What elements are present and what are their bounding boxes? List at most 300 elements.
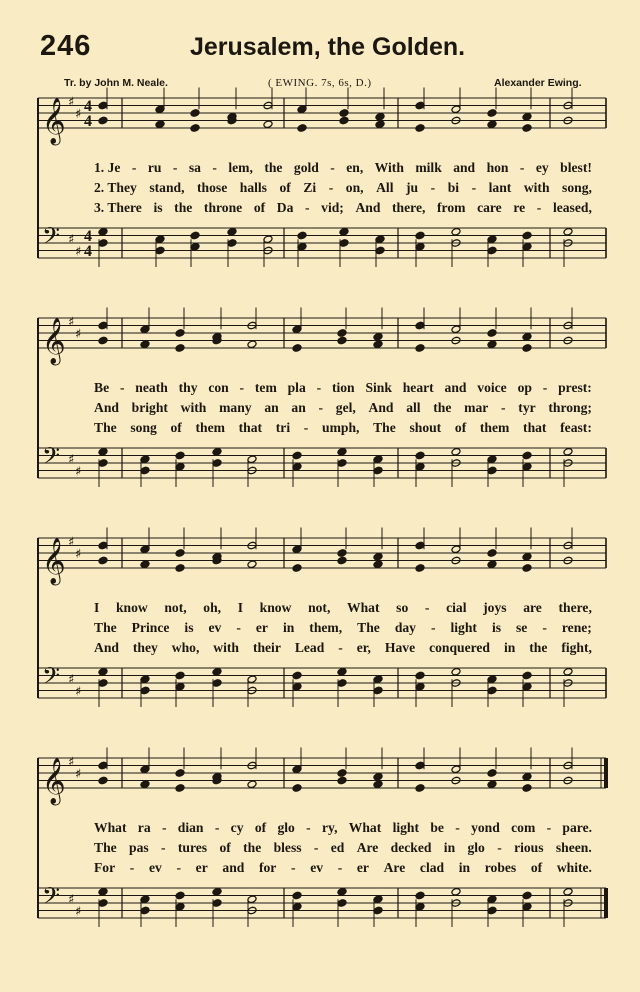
- note-head: [563, 667, 573, 676]
- note-head: [98, 667, 108, 676]
- note-head: [373, 686, 383, 695]
- note-head: [292, 671, 302, 680]
- note-head: [98, 336, 108, 345]
- lyric-syllable: For: [94, 860, 116, 875]
- note-head: [522, 332, 532, 341]
- lyric-syllable: -: [546, 820, 552, 835]
- note-head: [175, 682, 185, 691]
- lyric-syllable: The: [373, 420, 396, 435]
- note-head: [522, 462, 532, 471]
- note-head: [140, 455, 150, 464]
- lyric-syllable: -: [236, 620, 241, 635]
- note-head: [190, 109, 200, 118]
- note-head: [487, 466, 497, 475]
- lyric-syllable: pas: [129, 840, 149, 855]
- note-head: [292, 451, 302, 460]
- note-head: [373, 552, 383, 561]
- lyric-syllable: leased,: [552, 200, 592, 215]
- lyric-line: [94, 620, 592, 638]
- lyric-syllable: they: [132, 640, 158, 655]
- hymn-title: Jerusalem, the Golden.: [190, 33, 466, 61]
- note-head: [487, 906, 497, 915]
- note-head: [415, 344, 425, 353]
- lyric-syllable: The: [94, 620, 117, 635]
- note-head: [373, 455, 383, 464]
- note-head: [98, 679, 108, 688]
- lyric-syllable: And: [94, 640, 119, 655]
- lyric-syllable: and: [222, 860, 245, 875]
- note-head: [522, 112, 532, 121]
- lyric-syllable: -: [337, 860, 343, 875]
- note-head: [451, 447, 461, 456]
- lyric-syllable: is: [153, 200, 163, 215]
- note-head: [451, 227, 461, 236]
- key-sharp-icon: ♯: [75, 547, 82, 562]
- lyric-line: [94, 160, 592, 178]
- note-head: [227, 239, 237, 248]
- key-sharp-icon: ♯: [75, 327, 82, 342]
- lyric-syllable: glo: [467, 840, 485, 855]
- note-head: [292, 902, 302, 911]
- note-head: [522, 682, 532, 691]
- lyric-syllable: sa: [188, 160, 201, 175]
- lyric-syllable: know: [115, 600, 148, 615]
- lyric-syllable: pla: [287, 380, 306, 395]
- key-sharp-icon: ♯: [75, 107, 82, 122]
- note-head: [212, 459, 222, 468]
- note-head: [155, 235, 165, 244]
- lyric-syllable: Sink: [365, 380, 392, 395]
- lyric-syllable: tures: [177, 840, 208, 855]
- lyric-syllable: there,: [558, 600, 592, 615]
- lyric-syllable: -: [291, 860, 296, 875]
- note-head: [487, 675, 497, 684]
- note-head: [175, 564, 185, 573]
- bass-clef-icon: 𝄢: [42, 882, 61, 915]
- lyric-syllable: of: [530, 860, 543, 875]
- lyric-syllable: -: [161, 820, 167, 835]
- note-head: [175, 549, 185, 558]
- lyric-syllable: tri: [275, 420, 291, 435]
- lyric-syllable: re: [513, 200, 526, 215]
- lyric-syllable: ry,: [321, 820, 338, 835]
- lyric-syllable: With: [374, 160, 404, 175]
- lyric-syllable: thy: [178, 380, 198, 395]
- note-head: [415, 564, 425, 573]
- note-head: [339, 116, 349, 125]
- note-head: [155, 246, 165, 255]
- note-head: [487, 329, 497, 338]
- lyric-syllable: in: [503, 640, 516, 655]
- note-head: [415, 671, 425, 680]
- lyric-syllable: an: [291, 400, 306, 415]
- note-head: [375, 246, 385, 255]
- note-head: [212, 667, 222, 676]
- note-head: [451, 887, 461, 896]
- lyric-syllable: -: [542, 620, 547, 635]
- lyric-syllable: decked: [390, 840, 432, 855]
- lyric-syllable: ed: [330, 840, 345, 855]
- lyric-syllable: ev: [208, 620, 222, 635]
- note-head: [373, 340, 383, 349]
- lyric-syllable: on,: [345, 180, 364, 195]
- note-head: [373, 332, 383, 341]
- lyric-syllable: their: [252, 640, 281, 655]
- note-head: [247, 895, 257, 904]
- note-head: [522, 902, 532, 911]
- note-head: [297, 242, 307, 251]
- note-head: [140, 686, 150, 695]
- note-head: [415, 451, 425, 460]
- note-head: [522, 124, 532, 133]
- lyric-syllable: -: [313, 840, 319, 855]
- treble-clef-icon: 𝄞: [42, 758, 66, 804]
- lyric-syllable: there,: [392, 200, 426, 215]
- lyric-line: [94, 380, 592, 398]
- note-head: [487, 109, 497, 118]
- lyric-syllable: neath: [135, 380, 168, 395]
- note-head: [247, 340, 257, 349]
- note-head: [263, 235, 273, 244]
- lyric-syllable: And: [368, 400, 394, 415]
- lyric-syllable: se: [516, 620, 528, 635]
- lyric-syllable: Be: [94, 380, 110, 395]
- lyric-syllable: -: [172, 160, 178, 175]
- note-head: [337, 336, 347, 345]
- note-head: [522, 784, 532, 793]
- note-head: [175, 784, 185, 793]
- lyric-syllable: cial: [446, 600, 467, 615]
- tune-name: ( EWING. 7s, 6s, D.): [268, 77, 372, 89]
- note-head: [487, 769, 497, 778]
- key-sharp-icon: ♯: [75, 464, 82, 480]
- note-head: [415, 784, 425, 793]
- note-head: [98, 239, 108, 248]
- note-head: [98, 899, 108, 908]
- lyric-syllable: them: [479, 420, 510, 435]
- lyric-syllable: dian: [177, 820, 204, 835]
- note-head: [487, 455, 497, 464]
- note-head: [373, 772, 383, 781]
- lyric-line: [94, 400, 592, 418]
- lyric-syllable: the: [264, 160, 283, 175]
- lyric-syllable: -: [497, 840, 502, 855]
- lyric-syllable: many: [219, 400, 252, 415]
- lyric-syllable: ey: [535, 160, 549, 175]
- note-head: [487, 340, 497, 349]
- note-head: [140, 466, 150, 475]
- key-sharp-icon: ♯: [75, 244, 82, 260]
- lyric-syllable: gold: [293, 160, 319, 175]
- lyric-syllable: 3. There: [94, 200, 142, 215]
- lyric-syllable: heart: [402, 380, 434, 395]
- lyric-line: [94, 820, 592, 838]
- lyric-syllable: for: [258, 860, 277, 875]
- note-head: [175, 902, 185, 911]
- lyric-syllable: robes: [484, 860, 517, 875]
- lyric-syllable: voice: [477, 380, 507, 395]
- lyric-syllable: What: [348, 820, 382, 835]
- note-head: [337, 679, 347, 688]
- note-head: [263, 120, 273, 129]
- note-head: [522, 564, 532, 573]
- lyric-syllable: care: [477, 200, 502, 215]
- note-head: [563, 227, 573, 236]
- note-head: [337, 556, 347, 565]
- lyric-syllable: I: [237, 600, 244, 615]
- lyric-syllable: en,: [346, 160, 364, 175]
- lyric-syllable: bright: [131, 400, 168, 415]
- key-sharp-icon: ♯: [75, 767, 82, 782]
- lyric-syllable: I: [94, 600, 100, 615]
- note-head: [487, 235, 497, 244]
- note-head: [212, 887, 222, 896]
- lyric-syllable: sheen.: [555, 840, 592, 855]
- note-head: [451, 765, 461, 774]
- note-head: [98, 101, 108, 110]
- lyric-syllable: -: [430, 620, 436, 635]
- lyric-syllable: oh,: [203, 600, 222, 615]
- lyric-syllable: mar: [464, 400, 489, 415]
- note-head: [375, 112, 385, 121]
- lyric-syllable: -: [519, 160, 525, 175]
- lyric-line: [94, 860, 592, 878]
- note-head: [175, 891, 185, 900]
- lyric-syllable: umph,: [322, 420, 360, 435]
- key-sharp-icon: ♯: [68, 672, 75, 688]
- lyric-syllable: All: [376, 180, 394, 195]
- lyric-syllable: joys: [483, 600, 507, 615]
- note-head: [339, 109, 349, 118]
- time-signature: 4: [84, 243, 92, 260]
- note-head: [337, 776, 347, 785]
- lyric-syllable: all: [406, 400, 421, 415]
- note-head: [155, 120, 165, 129]
- lyric-syllable: hon: [486, 160, 509, 175]
- lyric-syllable: tion: [331, 380, 355, 395]
- note-head: [98, 116, 108, 125]
- note-head: [175, 344, 185, 353]
- note-head: [98, 761, 108, 770]
- note-head: [415, 321, 425, 330]
- time-signature: 4: [84, 113, 92, 130]
- note-head: [212, 899, 222, 908]
- lyric-syllable: know: [259, 600, 292, 615]
- note-head: [375, 235, 385, 244]
- note-head: [190, 231, 200, 240]
- lyric-syllable: fight,: [561, 640, 592, 655]
- note-head: [339, 227, 349, 236]
- lyric-syllable: feast:: [560, 420, 592, 435]
- lyric-syllable: who,: [171, 640, 200, 655]
- key-sharp-icon: ♯: [68, 95, 75, 110]
- note-head: [140, 325, 150, 334]
- note-head: [140, 560, 150, 569]
- lyric-syllable: -: [305, 200, 310, 215]
- note-head: [373, 560, 383, 569]
- composer-credit: Alexander Ewing.: [494, 77, 582, 89]
- note-head: [337, 887, 347, 896]
- note-head: [140, 895, 150, 904]
- note-head: [522, 671, 532, 680]
- lyric-syllable: are: [523, 600, 542, 615]
- lyric-syllable: bi: [447, 180, 460, 195]
- note-head: [522, 231, 532, 240]
- note-head: [292, 682, 302, 691]
- note-head: [373, 906, 383, 915]
- lyric-syllable: -: [501, 400, 506, 415]
- lyric-syllable: er: [255, 620, 268, 635]
- note-head: [563, 887, 573, 896]
- note-head: [337, 667, 347, 676]
- note-head: [415, 101, 425, 110]
- lyric-syllable: song,: [562, 180, 592, 195]
- lyric-syllable: Lead: [294, 640, 325, 655]
- note-head: [292, 325, 302, 334]
- note-head: [247, 675, 257, 684]
- key-sharp-icon: ♯: [75, 684, 82, 700]
- lyric-line: [94, 180, 592, 198]
- lyric-line: [94, 420, 592, 438]
- note-head: [373, 466, 383, 475]
- lyric-syllable: -: [239, 380, 245, 395]
- note-head: [487, 780, 497, 789]
- lyric-syllable: ju: [406, 180, 419, 195]
- bass-clef-icon: 𝄢: [42, 222, 61, 255]
- note-head: [292, 891, 302, 900]
- note-head: [522, 772, 532, 781]
- note-head: [175, 451, 185, 460]
- lyric-syllable: gel,: [335, 400, 356, 415]
- lyric-syllable: in: [282, 620, 295, 635]
- note-head: [297, 231, 307, 240]
- note-head: [247, 780, 257, 789]
- note-head: [292, 564, 302, 573]
- lyric-syllable: is: [491, 620, 502, 635]
- lyric-syllable: the: [174, 200, 193, 215]
- lyric-syllable: ev: [310, 860, 324, 875]
- lyric-syllable: is: [184, 620, 194, 635]
- note-head: [373, 780, 383, 789]
- note-head: [339, 239, 349, 248]
- lyric-syllable: with: [523, 180, 550, 195]
- lyric-syllable: ru: [147, 160, 162, 175]
- note-head: [292, 545, 302, 554]
- lyric-syllable: that: [238, 420, 263, 435]
- note-head: [175, 671, 185, 680]
- lyric-syllable: com: [511, 820, 536, 835]
- time-signature: 4: [84, 228, 92, 245]
- lyric-syllable: the: [243, 840, 262, 855]
- lyric-syllable: -: [471, 180, 477, 195]
- note-head: [98, 227, 108, 236]
- lyric-syllable: -: [131, 160, 137, 175]
- lyric-syllable: light: [450, 620, 477, 635]
- note-head: [297, 105, 307, 114]
- lyric-syllable: -: [303, 420, 309, 435]
- note-head: [337, 549, 347, 558]
- lyric-syllable: that: [523, 420, 547, 435]
- lyric-syllable: Da: [276, 200, 294, 215]
- lyric-syllable: ra: [137, 820, 151, 835]
- lyric-syllable: er: [195, 860, 208, 875]
- note-head: [487, 120, 497, 129]
- lyric-syllable: The: [94, 840, 117, 855]
- lyric-syllable: pare.: [562, 820, 592, 835]
- lyric-syllable: tem: [254, 380, 277, 395]
- note-head: [337, 329, 347, 338]
- lyric-syllable: vid;: [321, 200, 344, 215]
- note-head: [487, 560, 497, 569]
- lyric-syllable: so: [396, 600, 409, 615]
- lyric-syllable: con: [208, 380, 229, 395]
- note-head: [375, 120, 385, 129]
- lyric-syllable: halls: [239, 180, 267, 195]
- lyric-syllable: The: [357, 620, 380, 635]
- note-head: [292, 462, 302, 471]
- translator-credit: Tr. by John M. Neale.: [64, 77, 168, 89]
- note-head: [140, 675, 150, 684]
- note-head: [140, 340, 150, 349]
- note-head: [190, 124, 200, 133]
- note-head: [337, 769, 347, 778]
- note-head: [487, 246, 497, 255]
- lyric-syllable: tyr: [518, 400, 536, 415]
- note-head: [415, 242, 425, 251]
- note-head: [487, 549, 497, 558]
- lyric-syllable: lant: [488, 180, 512, 195]
- note-head: [415, 891, 425, 900]
- lyric-syllable: -: [424, 600, 430, 615]
- note-head: [155, 105, 165, 114]
- lyric-syllable: conquered: [429, 640, 490, 655]
- key-sharp-icon: ♯: [68, 535, 75, 550]
- lyric-syllable: glo: [277, 820, 295, 835]
- lyric-syllable: milk: [415, 160, 442, 175]
- lyric-syllable: in: [443, 840, 456, 855]
- lyric-syllable: day: [394, 620, 416, 635]
- lyric-line: [94, 840, 592, 858]
- lyric-syllable: ev: [148, 860, 162, 875]
- lyric-syllable: -: [306, 820, 311, 835]
- note-head: [337, 459, 347, 468]
- bass-clef-icon: 𝄢: [42, 442, 61, 475]
- note-head: [292, 784, 302, 793]
- lyric-syllable: -: [430, 180, 436, 195]
- note-head: [212, 447, 222, 456]
- lyric-syllable: rious: [514, 840, 544, 855]
- note-head: [522, 552, 532, 561]
- note-head: [292, 344, 302, 353]
- lyric-syllable: 1. Je: [94, 160, 121, 175]
- lyric-syllable: Zi: [303, 180, 317, 195]
- note-head: [98, 556, 108, 565]
- note-head: [373, 895, 383, 904]
- lyric-syllable: 2. They: [94, 180, 137, 195]
- key-sharp-icon: ♯: [68, 452, 75, 468]
- lyric-syllable: of: [454, 420, 467, 435]
- note-head: [98, 541, 108, 550]
- lyric-syllable: -: [161, 840, 166, 855]
- lyric-syllable: -: [129, 860, 135, 875]
- note-head: [175, 329, 185, 338]
- lyric-syllable: the: [433, 400, 452, 415]
- lyric-syllable: throne: [203, 200, 243, 215]
- note-head: [522, 451, 532, 460]
- note-head: [175, 462, 185, 471]
- lyric-syllable: not,: [164, 600, 187, 615]
- key-sharp-icon: ♯: [68, 315, 75, 330]
